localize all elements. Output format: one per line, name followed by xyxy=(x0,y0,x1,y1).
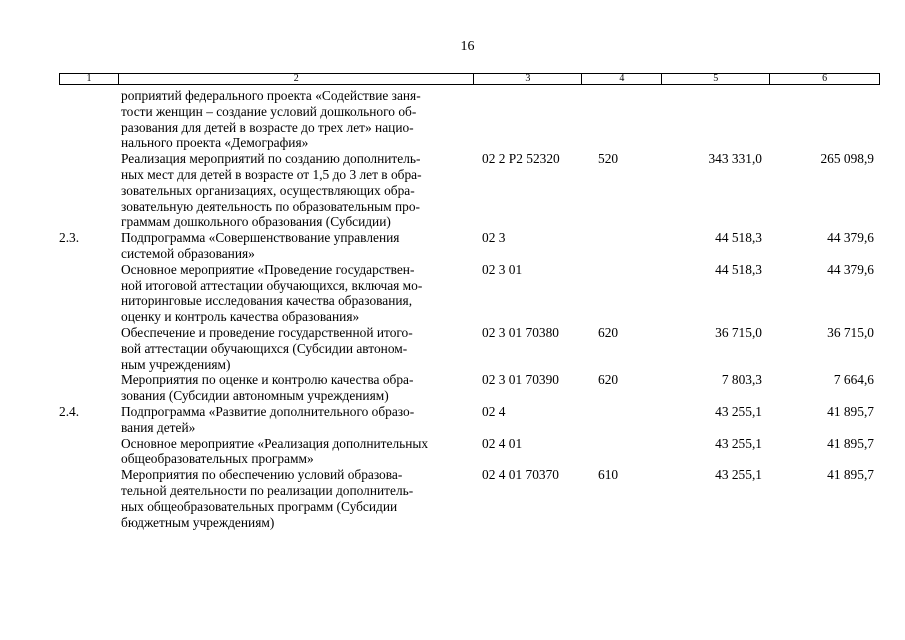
row-name: Подпрограмма «Развитие дополнительного образо- вания детей» xyxy=(121,403,415,435)
table-row xyxy=(59,230,880,262)
row-name: Основное мероприятие «Проведение государствен- ной итоговой аттестации обучающихся, включая мо- ниторинговые исследования качества образования, оценку и контроль качества образования» xyxy=(121,261,423,325)
row-expense-type: 620 xyxy=(598,324,619,340)
row-expense-type: 620 xyxy=(598,372,619,388)
row-value-plan: 43 255,1 xyxy=(715,435,762,451)
row-number: 2.3. xyxy=(59,230,80,246)
row-value-plan: 44 518,3 xyxy=(715,261,762,277)
table-body xyxy=(59,88,880,530)
table-header-row xyxy=(59,73,880,85)
row-value-actual: 41 895,7 xyxy=(827,435,874,451)
row-value-actual: 44 379,6 xyxy=(827,230,874,246)
row-code: 02 3 01 xyxy=(482,261,523,277)
row-name: Мероприятия по обеспечению условий образова- тельной деятельности по реализации дополнитель- ных общеобразовательных программ (Субсидии бюджетным учреждениям) xyxy=(121,467,414,530)
header-cell-3: 3 xyxy=(474,74,582,84)
header-cell-2: 2 xyxy=(119,74,475,84)
row-value-actual: 265 098,9 xyxy=(820,151,874,167)
table-row xyxy=(59,436,880,468)
table-row xyxy=(59,88,880,151)
row-code: 02 3 01 70390 xyxy=(482,372,559,388)
header-cell-6: 6 xyxy=(770,74,880,84)
header-cell-1: 1 xyxy=(60,74,119,84)
row-code: 02 3 01 70380 xyxy=(482,324,559,340)
row-name: Реализация мероприятий по созданию дополнитель- ных мест для детей в возрасте от 1,5 до 3 лет в обра- зовательных организациях, осуществляющих обра- зовательную деятельность по образовательным про- граммам дошкольного образования (Субсидии) xyxy=(121,151,422,230)
row-expense-type: 520 xyxy=(598,151,619,167)
row-value-plan: 7 803,3 xyxy=(721,372,762,388)
row-value-plan: 36 715,0 xyxy=(715,324,762,340)
row-value-plan: 343 331,0 xyxy=(708,151,762,167)
row-value-plan: 43 255,1 xyxy=(715,403,762,419)
row-value-actual: 7 664,6 xyxy=(833,372,874,388)
row-name: Мероприятия по оценке и контролю качества обра- зования (Субсидии автономным учреждениям) xyxy=(121,372,414,404)
table-row xyxy=(59,325,880,372)
row-name: Обеспечение и проведение государственной итого- вой аттестации обучающихся (Субсидии автоном- ным учреждениям) xyxy=(121,324,413,372)
row-expense-type: 610 xyxy=(598,467,619,483)
table-row xyxy=(59,404,880,436)
header-cell-5: 5 xyxy=(662,74,770,84)
row-name: Основное мероприятие «Реализация дополнительных общеобразовательных программ» xyxy=(121,435,429,467)
row-number: 2.4. xyxy=(59,403,80,419)
row-code: 02 4 01 xyxy=(482,435,523,451)
row-code: 02 2 P2 52320 xyxy=(482,151,560,167)
header-cell-4: 4 xyxy=(582,74,662,84)
row-value-actual: 36 715,0 xyxy=(827,324,874,340)
row-name: роприятий федерального проекта «Содействие заня- тости женщин – создание условий дошкольного об- разования для детей в возрасте до трех лет» нацио- нального проекта «Демография» xyxy=(121,88,421,151)
row-value-actual: 44 379,6 xyxy=(827,261,874,277)
row-value-plan: 44 518,3 xyxy=(715,230,762,246)
row-code: 02 4 01 70370 xyxy=(482,467,559,483)
table-row xyxy=(59,151,880,230)
table-row xyxy=(59,467,880,530)
table-row xyxy=(59,262,880,325)
row-name: Подпрограмма «Совершенствование управления системой образования» xyxy=(121,230,400,261)
row-value-actual: 41 895,7 xyxy=(827,467,874,483)
table-row xyxy=(59,372,880,404)
row-value-plan: 43 255,1 xyxy=(715,467,762,483)
page-number: 16 xyxy=(460,39,475,54)
row-value-actual: 41 895,7 xyxy=(827,403,874,419)
row-code: 02 4 xyxy=(482,403,506,419)
row-code: 02 3 xyxy=(482,230,506,246)
